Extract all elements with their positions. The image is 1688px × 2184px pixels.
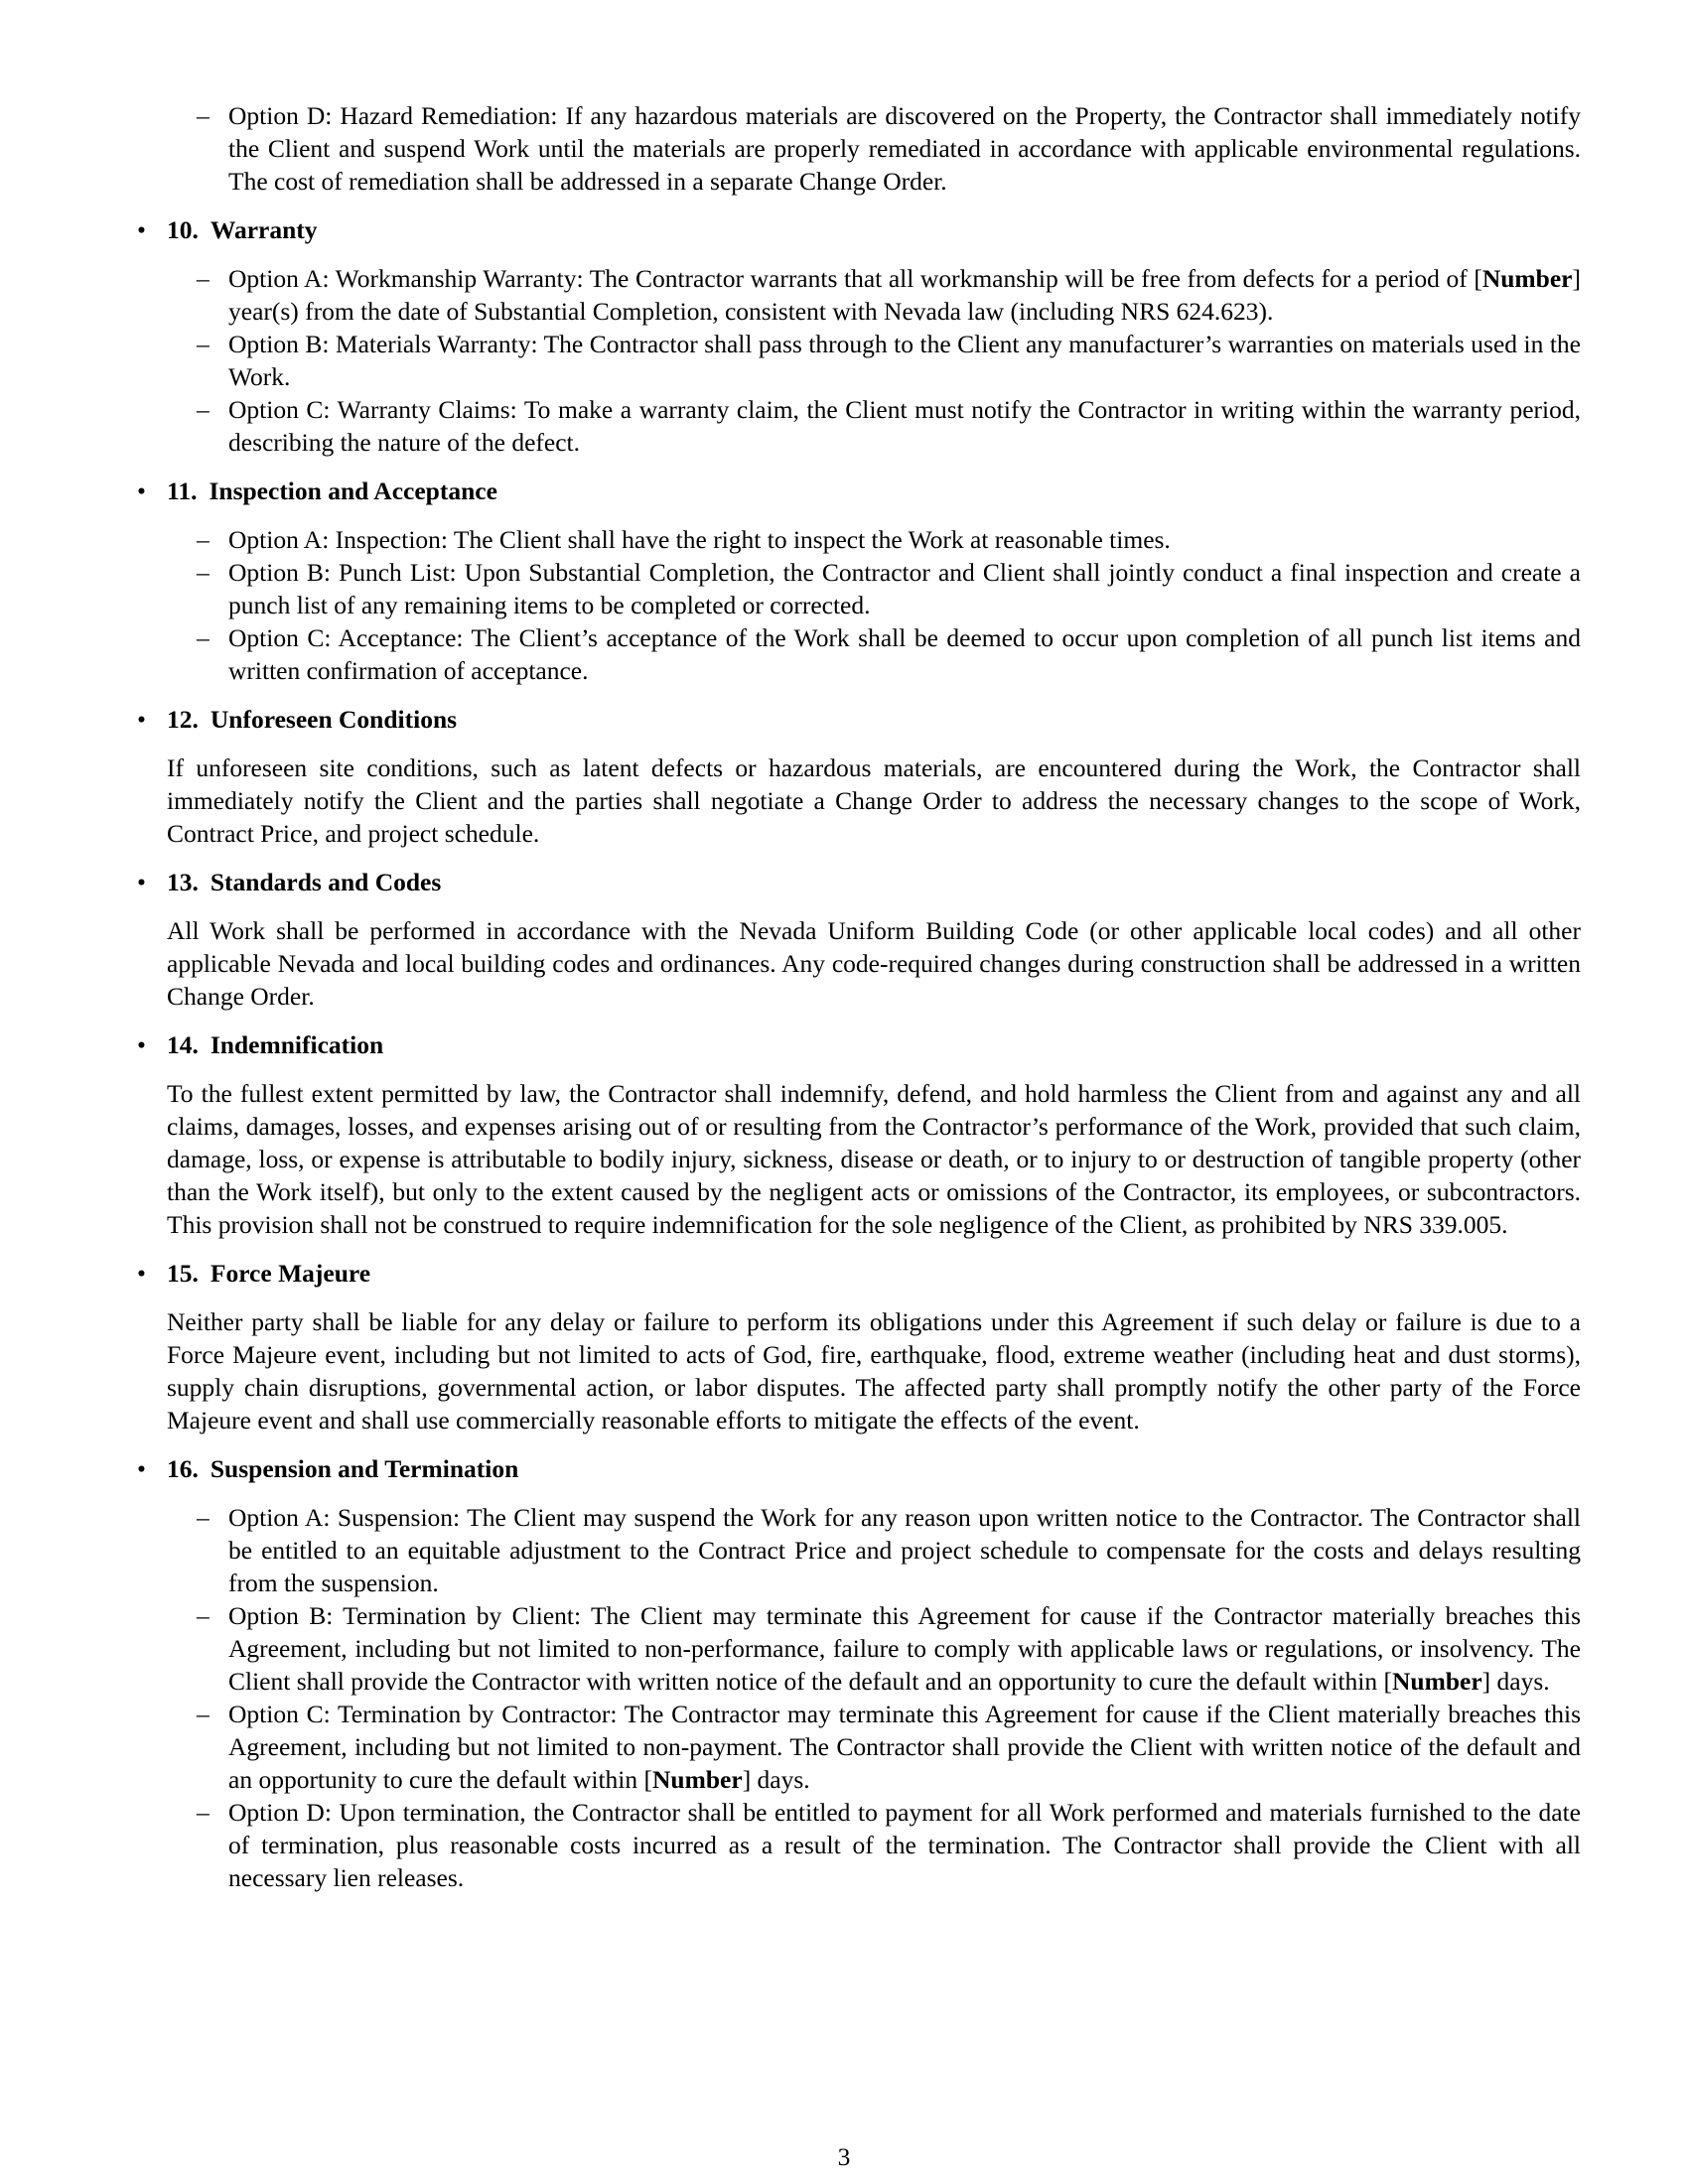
- section-10-options: [167, 262, 1581, 459]
- dash-marker: –: [197, 1503, 210, 1532]
- section-16-option-c: [197, 1698, 1581, 1796]
- placeholder-number: Number: [1391, 1667, 1482, 1696]
- section-11-options: [167, 523, 1581, 687]
- option-text: Option C: Termination by Contractor: The Contractor may terminate this Agreement for cause if the Client materially breaches this Agreement, including but not limited to non-payment. The Contractor shall provide the Client with written notice of the default and an opportunity to cure the default within [: [228, 1700, 1581, 1794]
- placeholder-number: Number: [1481, 264, 1573, 293]
- section-11: [137, 475, 1581, 687]
- section-16-option-a: [197, 1501, 1581, 1599]
- section-title: Suspension and Termination: [210, 1454, 519, 1483]
- section-16-option-d: [197, 1796, 1581, 1894]
- dash-marker: –: [197, 558, 210, 587]
- dash-marker: –: [197, 1700, 210, 1728]
- section-11-option-c: [197, 621, 1581, 687]
- dash-marker: –: [197, 525, 210, 554]
- dash-marker: –: [197, 1601, 210, 1630]
- option-text: Option A: Suspension: The Client may suspend the Work for any reason upon written notice to the Contractor. The Contractor shall be entitled to an equitable adjustment to the Contract Price and project schedule to compensate for the costs and delays resulting from the suspension.: [228, 1503, 1581, 1597]
- dash-marker: –: [197, 395, 210, 424]
- section-16-option-b: [197, 1599, 1581, 1698]
- page-content: [137, 99, 1581, 1894]
- option-text: Option A: Workmanship Warranty: The Contractor warrants that all workmanship will be free from defects for a period of [: [228, 264, 1482, 293]
- section-11-heading: [137, 475, 1581, 507]
- option-text: Option C: Acceptance: The Client’s acceptance of the Work shall be deemed to occur upon completion of all punch list items and written confirmation of acceptance.: [228, 623, 1581, 685]
- option-text: ] days.: [742, 1765, 810, 1794]
- section-number: 11.: [167, 477, 198, 505]
- bullet-marker: •: [137, 705, 146, 734]
- section-10-heading: [137, 213, 1581, 246]
- option-text: Option A: Inspection: The Client shall have the right to inspect the Work at reasonable times.: [228, 525, 1171, 554]
- section-10-option-b: [197, 328, 1581, 393]
- option-text: ] days.: [1481, 1667, 1550, 1696]
- option-text: Option B: Punch List: Upon Substantial Completion, the Contractor and Client shall jointly conduct a final inspection and create a punch list of any remaining items to be completed or corrected.: [228, 558, 1581, 619]
- section-12-heading: [137, 703, 1581, 736]
- section-15-heading: [137, 1257, 1581, 1290]
- section-13-body: All Work shall be performed in accordance with the Nevada Uniform Building Code (or other applicable local codes) and all other applicable Nevada and local building codes and ordinances. Any code-required changes during construction shall be addressed in a written Change Order.: [167, 916, 1581, 1011]
- section-16: [137, 1452, 1581, 1894]
- section-title: Force Majeure: [210, 1259, 371, 1288]
- section-13-heading: [137, 866, 1581, 898]
- bullet-marker: •: [137, 868, 146, 896]
- section-10-option-a: [197, 262, 1581, 328]
- section-16-heading: [137, 1452, 1581, 1485]
- section-number: 16.: [167, 1454, 199, 1483]
- section-9-continued: [167, 99, 1581, 198]
- section-number: 15.: [167, 1259, 199, 1288]
- section-13: [137, 866, 1581, 1013]
- option-text: Option D: Hazard Remediation: If any hazardous materials are discovered on the Property, the Contractor shall immediately notify the Client and suspend Work until the materials are properly remediated in accordance with applicable environmental regulations. The cost of remediation shall be addressed in a separate Change Order.: [228, 101, 1581, 196]
- section-title: Standards and Codes: [210, 868, 442, 896]
- section-14: [137, 1028, 1581, 1241]
- dash-marker: –: [197, 1798, 210, 1827]
- section-number: 10.: [167, 215, 199, 244]
- option-text: Option C: Warranty Claims: To make a warranty claim, the Client must notify the Contractor in writing within the warranty period, describing the nature of the defect.: [228, 395, 1581, 457]
- section-11-option-b: [197, 556, 1581, 621]
- section-number: 13.: [167, 868, 199, 896]
- section-number: 12.: [167, 705, 199, 734]
- section-15: [137, 1257, 1581, 1436]
- dash-marker: –: [197, 101, 210, 130]
- dash-marker: –: [197, 264, 210, 293]
- bullet-marker: •: [137, 215, 146, 244]
- bullet-marker: •: [137, 1454, 146, 1483]
- page-number: 3: [837, 2142, 851, 2171]
- section-title: Warranty: [210, 215, 318, 244]
- section-title: Inspection and Acceptance: [209, 477, 497, 505]
- section-title: Indemnification: [210, 1030, 384, 1059]
- section-10: [137, 213, 1581, 459]
- dash-marker: –: [197, 623, 210, 652]
- option-text: Option B: Materials Warranty: The Contractor shall pass through to the Client any manufacturer’s warranties on materials used in the Work.: [228, 330, 1581, 391]
- option-text: Option B: Termination by Client: The Client may terminate this Agreement for cause if the Contractor materially breaches this Agreement, including but not limited to non-performance, failure to comply with applicable laws or regulations, or insolvency. The Client shall provide the Contractor with written notice of the default and an opportunity to cure the default within [: [228, 1601, 1581, 1696]
- section-title: Unforeseen Conditions: [210, 705, 458, 734]
- section-15-body: Neither party shall be liable for any delay or failure to perform its obligations under this Agreement if such delay or failure is due to a Force Majeure event, including but not limited to acts of God, fire, earthquake, flood, extreme weather (including heat and dust storms), supply chain disruptions, governmental action, or labor disputes. The affected party shall promptly notify the other party of the Force Majeure event and shall use commercially reasonable efforts to mitigate the effects of the event.: [167, 1307, 1581, 1434]
- placeholder-number: Number: [652, 1765, 743, 1794]
- section-9-options: [167, 99, 1581, 198]
- bullet-marker: •: [137, 477, 146, 505]
- section-12-body: If unforeseen site conditions, such as latent defects or hazardous materials, are encountered during the Work, the Contractor shall immediately notify the Client and the parties shall negotiate a Change Order to address the necessary changes to the scope of Work, Contract Price, and project schedule.: [167, 753, 1581, 848]
- section-11-option-a: [197, 523, 1581, 556]
- option-text: Option D: Upon termination, the Contractor shall be entitled to payment for all Work performed and materials furnished to the date of termination, plus reasonable costs incurred as a result of the termination. The Contractor shall provide the Client with all necessary lien releases.: [228, 1798, 1581, 1892]
- section-16-options: [167, 1501, 1581, 1894]
- bullet-marker: •: [137, 1030, 146, 1059]
- section-10-option-c: [197, 393, 1581, 459]
- section-number: 14.: [167, 1030, 199, 1059]
- section-9-option-d: [197, 99, 1581, 198]
- bullet-marker: •: [137, 1259, 146, 1288]
- section-14-heading: [137, 1028, 1581, 1061]
- option-text: ] year(s) from the date of Substantial Completion, consistent with Nevada law (including NRS 624.623).: [228, 264, 1581, 326]
- section-14-body: To the fullest extent permitted by law, the Contractor shall indemnify, defend, and hold harmless the Client from and against any and all claims, damages, losses, and expenses arising out of or resulting from the Contractor’s performance of the Work, provided that such claim, damage, loss, or expense is attributable to bodily injury, sickness, disease or death, or to injury to or destruction of tangible property (other than the Work itself), but only to the extent caused by the negligent acts or omissions of the Contractor, its employees, or subcontractors. This provision shall not be construed to require indemnification for the sole negligence of the Client, as prohibited by NRS 339.005.: [167, 1079, 1581, 1239]
- dash-marker: –: [197, 330, 210, 358]
- section-12: [137, 703, 1581, 850]
